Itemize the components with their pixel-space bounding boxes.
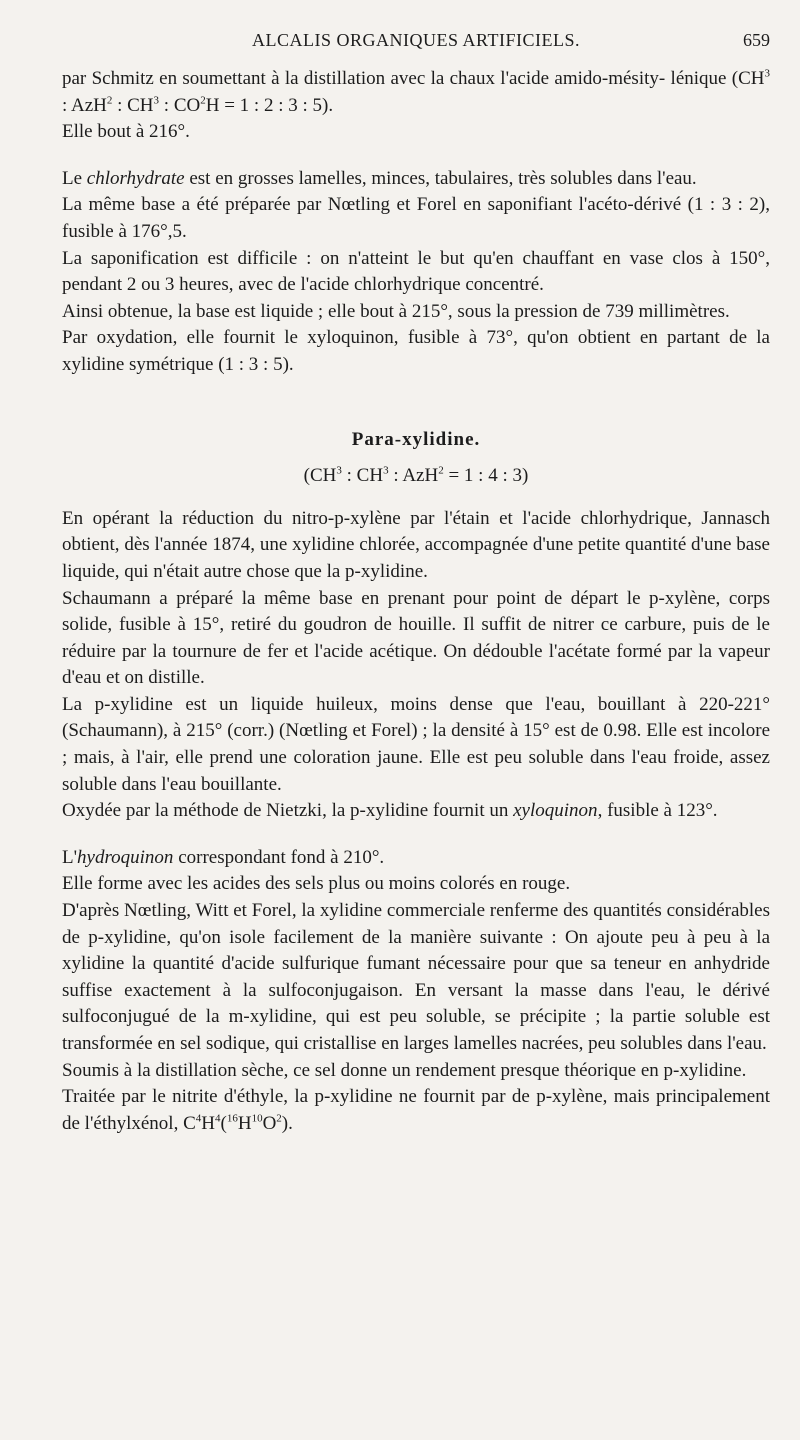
paragraph: Le chlorhydrate est en grosses lamelles, minces, tabulaires, très solubles dans l'eau. [62, 167, 697, 189]
running-header [62, 30, 770, 56]
section-heading: Para-xylidine. [351, 428, 481, 450]
paragraph: Elle forme avec les acides des sels plus ou moins colorés en rouge. [62, 873, 571, 895]
paragraph: Soumis à la distillation sèche, ce sel donne un rendement presque théorique en p-xylidine. [62, 1059, 747, 1081]
section-formula: ($CH^3$ : $CH^3$ : AzH$^2$ = 1 : 4 : 3) [303, 464, 529, 487]
paragraph: Elle bout à 216°. [62, 121, 190, 143]
paragraph: La p-xylidine est un liquide huileux, moins dense que l'eau, bouillant à 220-221° (Schaumann), à 215° (corr.) (Nœtling et Forel) ; la densité à 15° est de 0.98. Elle est incolore ; mais, à l'air, elle prend une coloration jaune. Elle est peu soluble dans l'eau froide, assez soluble dans l'eau bouillante. [62, 693, 770, 795]
paragraph: La même base a été préparée par Nœtling et Forel en saponifiant l'acéto-dérivé (1 : 3 : 2), fusible à 176°,5. [62, 194, 770, 242]
paragraph: Par oxydation, elle fournit le xyloquinon, fusible à 73°, qu'on obtient en partant de la xylidine symétrique (1 : 3 : 5). [62, 327, 770, 375]
paragraph: D'après Nœtling, Witt et Forel, la xylidine commerciale renferme des quantités considérables de p-xylidine, qu'on isole facilement de la manière suivante : On ajoute peu à peu à la xylidine la quantité d'acide sulfurique fumant nécessaire pour que sa teneur en anhydride suffise exactement à la sulfoconjugaison. En versant la masse dans l'eau, le dérivé sulfoconjugué de la m-xylidine, qui est peu soluble, se précipite ; la partie soluble est transformée en sel sodique, qui cristallise en larges lamelles nacrées, peu solubles dans l'eau. [62, 900, 770, 1054]
paragraph: par Schmitz en soumettant à la distillation avec la chaux l'acide amido-mésity- lénique ($CH^3$ : AzH$^2$ : $CH^3$ : $CO^2H = 1$ : 2 : 3 : 5). [62, 67, 771, 116]
page-number: 659 [743, 30, 770, 50]
page-content [62, 66, 770, 1137]
paragraph: Ainsi obtenue, la base est liquide ; elle bout à 215°, sous la pression de 739 millimètres. [62, 300, 730, 322]
paragraph: La saponification est difficile : on n'atteint le but qu'en chauffant en vase clos à 150°, pendant 2 ou 3 heures, avec de l'acide chlorhydrique concentré. [62, 247, 770, 296]
paragraph: Oxydée par la méthode de Nietzki, la p-xylidine fournit un xyloquinon, fusible à 123°. [62, 800, 718, 822]
paragraph: En opérant la réduction du nitro-p-xylène par l'étain et l'acide chlorhydrique, Jannasch obtient, dès l'année 1874, une xylidine chlorée, accompagnée d'une petite quantité d'une base liquide, qui n'était autre chose que la p-xylidine. [62, 507, 770, 582]
paragraph: L'hydroquinon correspondant fond à 210°. [62, 846, 385, 868]
paragraph: Traitée par le nitrite d'éthyle, la p-xylidine ne fournit par de p-xylène, mais principalement de l'éthylxénol, $C^4H^4(^{16}H^{10}O^2)$. [62, 1086, 770, 1134]
paragraph: Schaumann a préparé la même base en prenant pour point de départ le p-xylène, corps solide, fusible à 15°, retiré du goudron de houille. Il suffit de nitrer ce carbure, puis de le réduire par la tournure de fer et l'acide acétique. On dédouble l'acétate formé par la vapeur d'eau et on distille. [62, 587, 770, 689]
header-title: ALCALIS ORGANIQUES ARTIFICIELS. [252, 30, 580, 50]
